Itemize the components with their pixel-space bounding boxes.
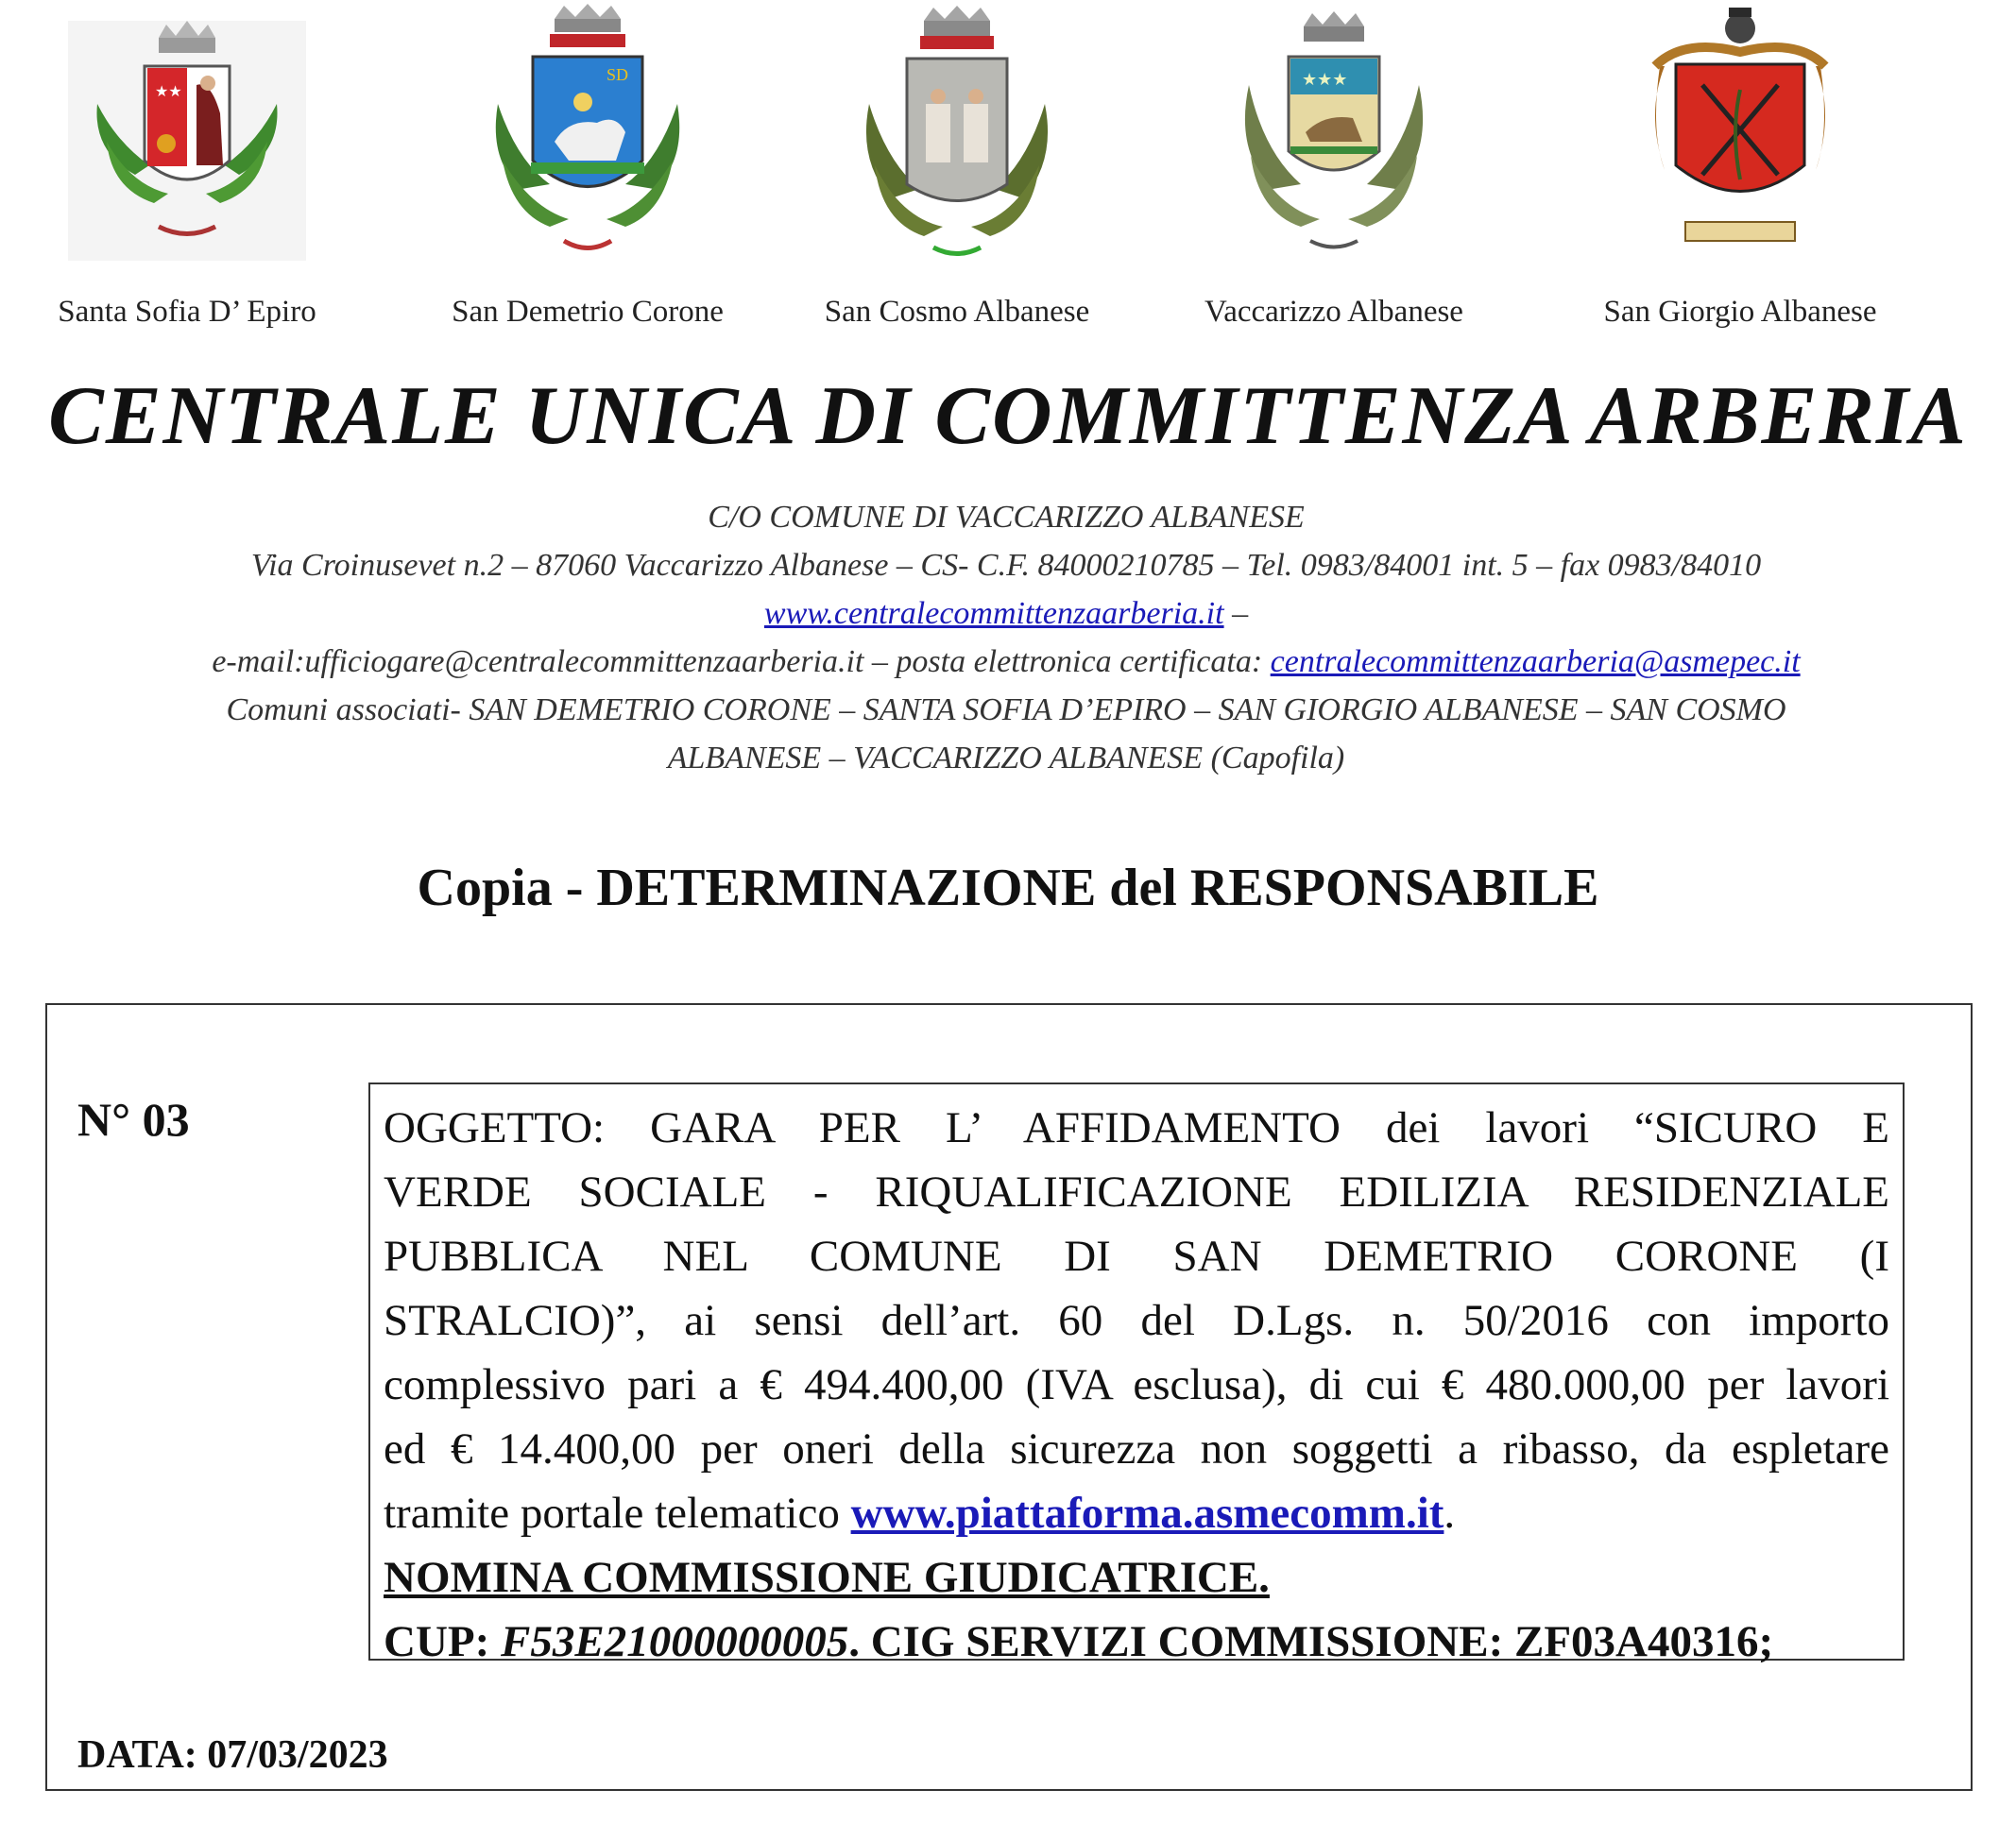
crest-vaccarizzo	[1136, 0, 1532, 340]
cup-cig-line	[384, 1610, 1889, 1674]
crest-san-cosmo	[759, 0, 1155, 340]
organization-title: CENTRALE UNICA DI COMMITTENZA ARBERIA	[48, 370, 1968, 462]
document-heading: Copia - DETERMINAZIONE del RESPONSABILE	[417, 859, 1599, 917]
email-line	[57, 638, 1956, 686]
svg-text:SD: SD	[607, 65, 629, 84]
subject-line: complessivo pari a € 494.400,00 (IVA esclusa), di cui € 480.000,00 per lavori	[384, 1360, 1889, 1409]
vaccarizzo-coat-of-arms-icon	[1221, 0, 1447, 274]
crest-santa-sofia	[0, 0, 385, 340]
cup-code: F53E21000000005	[501, 1617, 849, 1666]
determination-frame	[45, 1003, 1973, 1791]
municipality-name: San Demetrio Corone	[452, 295, 724, 329]
document-date: DATA: 07/03/2023	[77, 1733, 388, 1777]
crest-san-giorgio	[1542, 0, 1939, 340]
pec-link[interactable]: centralecommittenzaarberia@asmepec.it	[1270, 644, 1801, 679]
san-cosmo-coat-of-arms-icon	[848, 0, 1066, 274]
subject-line-platform	[384, 1481, 1889, 1545]
address-line: Via Croinusevet n.2 – 87060 Vaccarizzo Albanese – CS- C.F. 84000210785 – Tel. 0983/84001 int. 5 – fax 0983/84010	[250, 548, 1762, 583]
care-of-line: C/O COMUNE DI VACCARIZZO ALBANESE	[708, 500, 1305, 535]
san-demetrio-coat-of-arms-icon	[474, 0, 701, 274]
contact-info	[57, 493, 1956, 782]
platform-prefix: tramite portale telematico	[384, 1489, 851, 1538]
associates-line-1: Comuni associati- SAN DEMETRIO CORONE – SANTA SOFIA D’EPIRO – SAN GIORGIO ALBANESE – SAN COSMO	[226, 692, 1786, 727]
subject-box	[368, 1082, 1905, 1666]
municipality-name: Santa Sofia D’ Epiro	[58, 295, 316, 329]
svg-text:★★★: ★★★	[1302, 70, 1348, 89]
platform-suffix: .	[1444, 1489, 1456, 1538]
subject-line: VERDE SOCIALE - RIQUALIFICAZIONE EDILIZIA RESIDENZIALE	[384, 1168, 1889, 1217]
document-number: N° 03	[77, 1093, 190, 1146]
municipality-crests	[0, 0, 2016, 340]
santa-sofia-coat-of-arms-icon	[64, 0, 310, 274]
svg-text:★★: ★★	[155, 84, 182, 100]
website-separator: –	[1223, 596, 1249, 631]
associates-line-2: ALBANESE – VACCARIZZO ALBANESE (Capofila)	[667, 741, 1345, 776]
municipality-name: San Cosmo Albanese	[824, 295, 1090, 329]
subject-line: STRALCIO)”, ai sensi dell’art. 60 del D.Lgs. n. 50/2016 con importo	[384, 1296, 1889, 1345]
crest-san-demetrio	[389, 0, 786, 340]
san-giorgio-coat-of-arms-icon	[1627, 0, 1854, 274]
nomina-heading: NOMINA COMMISSIONE GIUDICATRICE.	[384, 1553, 1270, 1602]
subject-line: PUBBLICA NEL COMUNE DI SAN DEMETRIO CORONE (I	[384, 1232, 1889, 1281]
cig-text: . CIG SERVIZI COMMISSIONE: ZF03A40316;	[848, 1617, 1774, 1666]
municipality-name: Vaccarizzo Albanese	[1204, 295, 1463, 329]
subject-line: ed € 14.400,00 per oneri della sicurezza non soggetti a ribasso, da espletare	[384, 1424, 1889, 1474]
subject-line: OGGETTO: GARA PER L’ AFFIDAMENTO dei lavori “SICURO E	[384, 1103, 1889, 1152]
website-link[interactable]: www.centralecommittenzaarberia.it	[763, 596, 1224, 631]
platform-link[interactable]: www.piattaforma.asmecomm.it	[850, 1489, 1444, 1538]
email-text: e-mail:ufficiogare@centralecommittenzaarberia.it – posta elettronica certificata:	[212, 644, 1271, 679]
cup-label: CUP:	[384, 1617, 501, 1666]
website-line	[57, 589, 1956, 638]
municipality-name: San Giorgio Albanese	[1603, 295, 1877, 329]
